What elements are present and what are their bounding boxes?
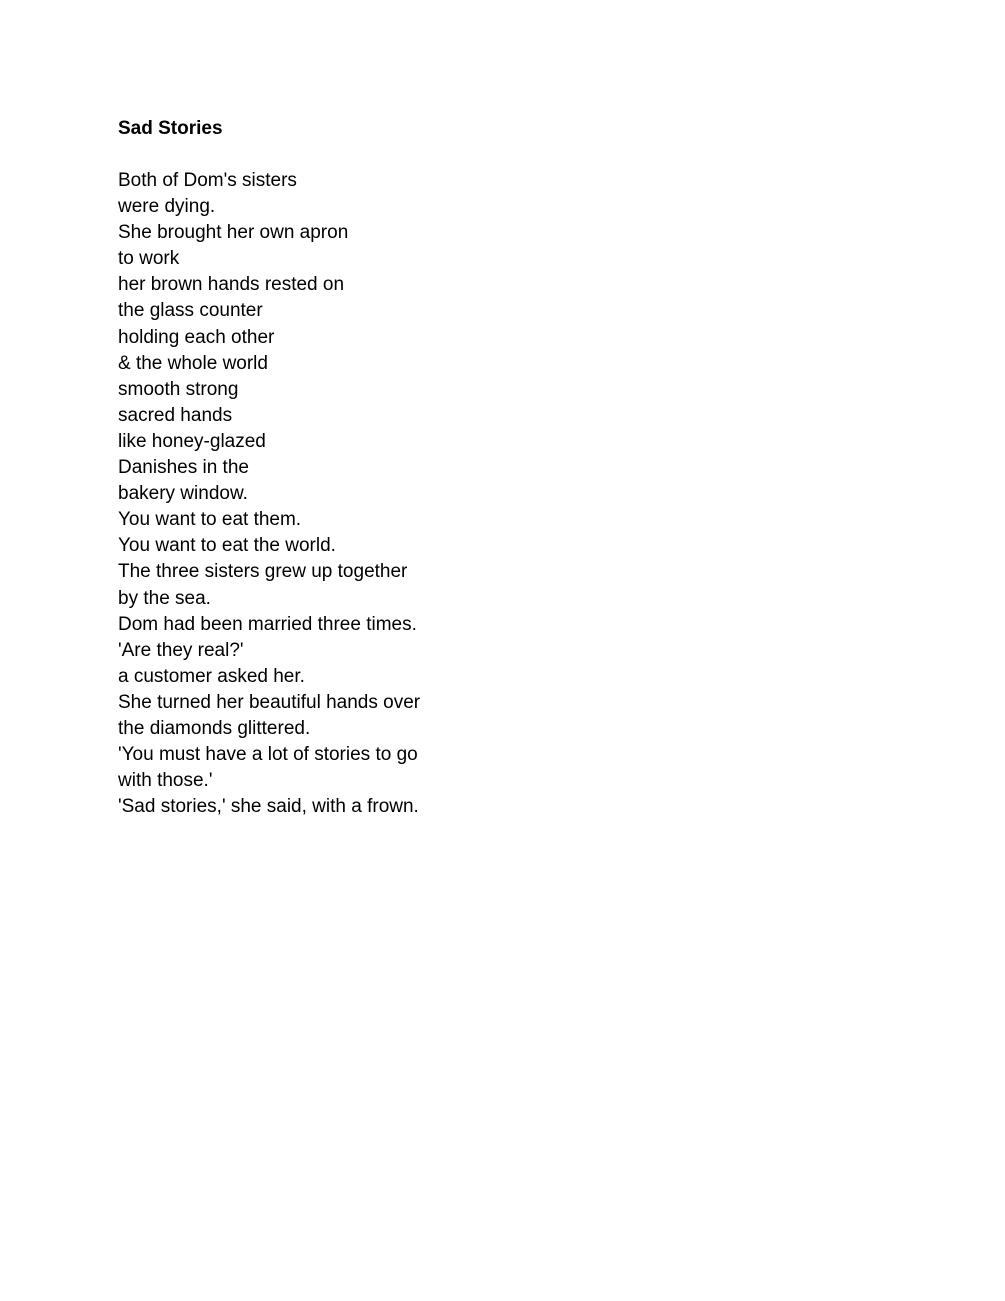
poem	[118, 116, 638, 820]
poem-line: her brown hands rested on	[118, 274, 345, 296]
poem-line: to work	[118, 248, 180, 270]
poem-line: like honey-glazed	[118, 430, 266, 452]
poem-body	[118, 168, 638, 820]
poem-line: bakery window.	[118, 483, 248, 505]
poem-line: Dom had been married three times.	[118, 613, 417, 635]
poem-line: She brought her own apron	[118, 222, 349, 244]
poem-line: The three sisters grew up together	[118, 561, 408, 583]
poem-line: 'Are they real?'	[118, 639, 244, 661]
poem-title: Sad Stories	[118, 118, 223, 139]
poem-line: Both of Dom's sisters	[118, 170, 297, 191]
poem-line: She turned her beautiful hands over	[118, 691, 421, 713]
poem-line: were dying.	[118, 196, 216, 218]
poem-line: & the whole world	[118, 352, 268, 374]
poem-line: with those.'	[118, 770, 213, 792]
poem-line: by the sea.	[118, 587, 211, 609]
poem-line: holding each other	[118, 326, 275, 348]
poem-line: the glass counter	[118, 300, 263, 322]
poem-line: 'You must have a lot of stories to go	[118, 744, 418, 766]
poem-line: sacred hands	[118, 404, 233, 426]
poem-line: smooth strong	[118, 378, 239, 400]
poem-line: a customer asked her.	[118, 665, 305, 687]
poem-line: You want to eat them.	[118, 509, 302, 531]
poem-line: 'Sad stories,' she said, with a frown.	[118, 796, 419, 818]
poem-line: Danishes in the	[118, 457, 249, 479]
poem-line: You want to eat the world.	[118, 535, 336, 557]
poem-line: the diamonds glittered.	[118, 717, 311, 739]
